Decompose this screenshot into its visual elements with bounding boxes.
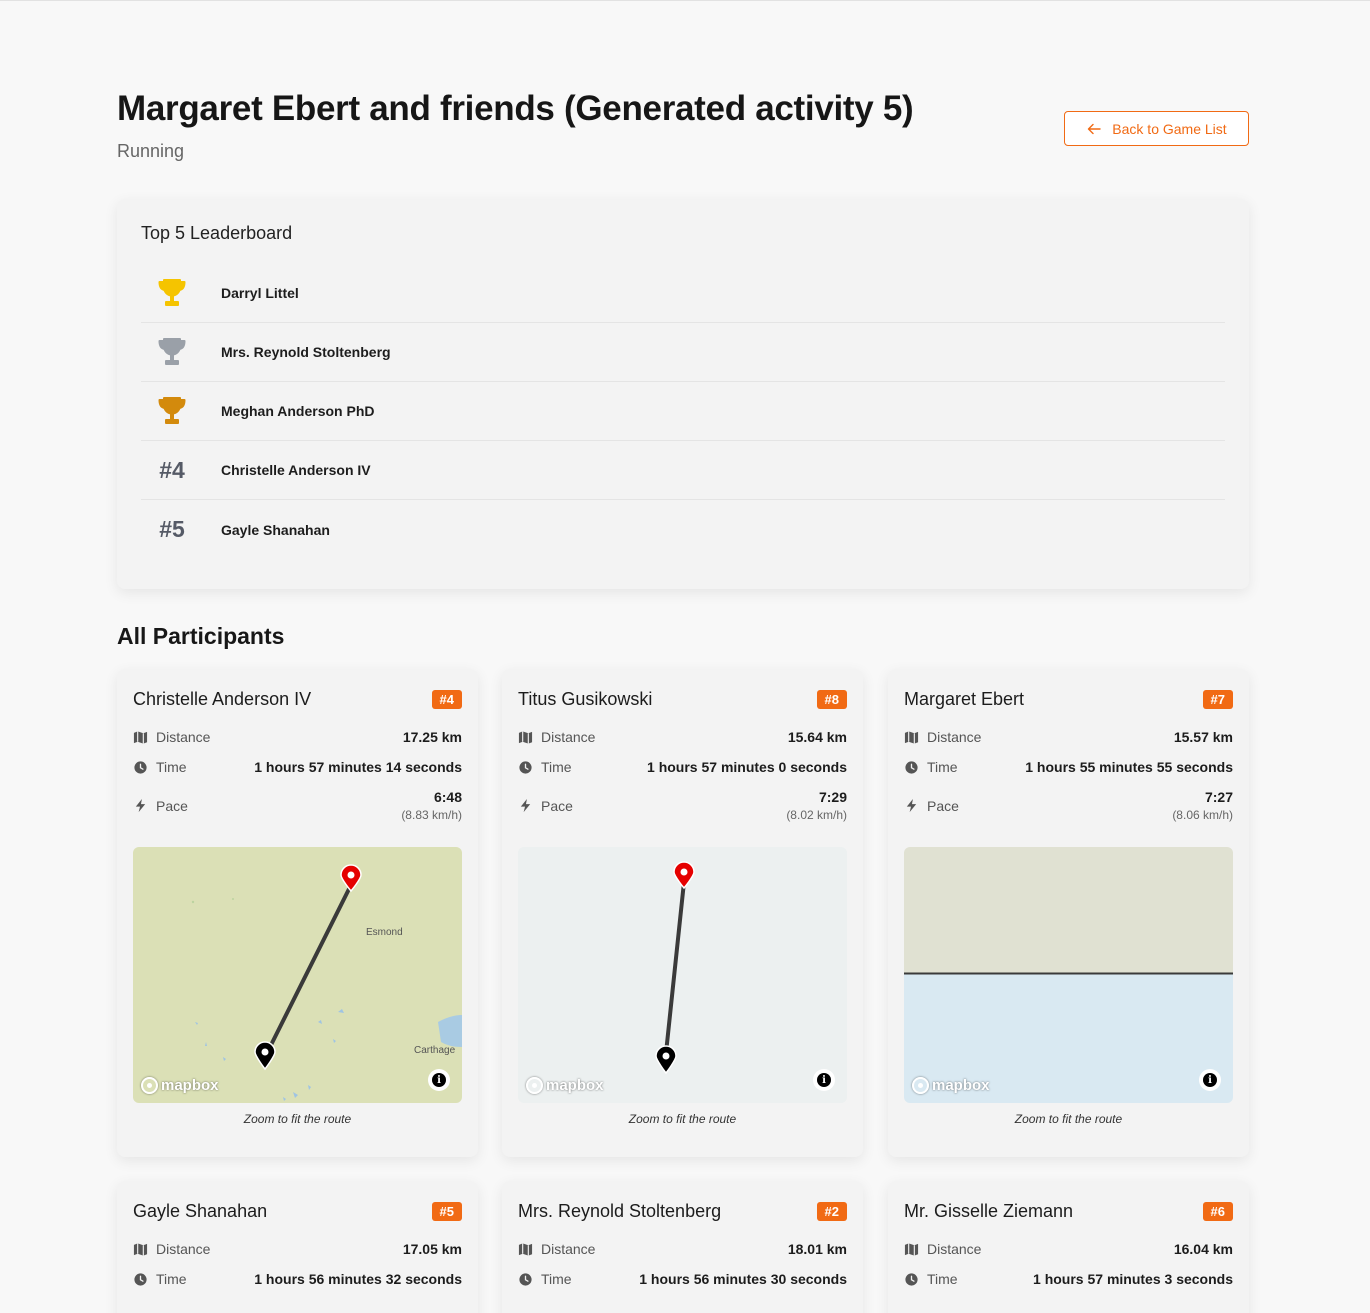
participant-card [117,1181,478,1313]
map-icon [518,730,533,745]
distance-value: 17.05 km [402,1241,462,1257]
rank-badge: #4 [432,690,462,709]
leaderboard-item [141,500,1225,559]
pace-value: 7:27 [1204,789,1233,805]
distance-value: 18.01 km [787,1241,847,1257]
info-icon: i [432,1073,446,1087]
distance-value: 15.64 km [787,729,847,745]
mapbox-logo[interactable]: mapbox [141,1077,219,1094]
lightning-icon [518,798,533,813]
gold-trophy-icon [157,277,187,309]
map-place-label: Carthage [414,1045,456,1056]
clock-icon [133,1272,148,1287]
zoom-to-fit-link[interactable]: Zoom to fit the route [1014,1112,1123,1126]
activity-type: Running [117,141,185,161]
route-map[interactable] [904,847,1233,1103]
time-value: 1 hours 57 minutes 0 seconds [647,759,847,775]
map-info-button[interactable] [428,1069,450,1091]
participant-card [502,669,863,1157]
time-label: Time [927,759,958,775]
route-map[interactable] [133,847,462,1103]
bronze-trophy-icon [157,395,187,427]
distance-label: Distance [541,1241,596,1257]
participant-name: Mrs. Reynold Stoltenberg [518,1200,722,1221]
time-value: 1 hours 56 minutes 30 seconds [639,1271,847,1287]
leaderboard-card [117,199,1249,589]
leaderboard-item [141,264,1225,323]
participant-card [502,1181,863,1313]
rank-badge: #6 [1203,1202,1233,1221]
participant-name: Christelle Anderson IV [133,688,312,709]
route-map-canvas[interactable] [133,847,462,1103]
clock-icon [518,1272,533,1287]
leaderboard-name: Meghan Anderson PhD [221,403,375,419]
distance-label: Distance [541,729,596,745]
map-icon [904,1242,919,1257]
leaderboard-item [141,382,1225,441]
info-icon: i [817,1073,831,1087]
speed-value: (8.83 km/h) [401,808,462,822]
clock-icon [904,760,919,775]
pace-label: Pace [927,797,959,814]
zoom-to-fit-link[interactable]: Zoom to fit the route [628,1112,737,1126]
time-value: 1 hours 57 minutes 3 seconds [1033,1271,1233,1287]
participant-card [888,1181,1249,1313]
speed-value: (8.06 km/h) [1172,808,1233,822]
map-icon [133,730,148,745]
participant-card [888,669,1249,1157]
pace-value: 7:29 [818,789,847,805]
route-map[interactable] [518,847,847,1103]
map-info-button[interactable] [1199,1069,1221,1091]
time-label: Time [541,759,572,775]
time-label: Time [156,759,187,775]
distance-value: 17.25 km [402,729,462,745]
zoom-to-fit-link[interactable]: Zoom to fit the route [243,1112,352,1126]
page-title: Margaret Ebert and friends (Generated activity 5) [117,89,914,128]
map-icon [904,730,919,745]
back-button-label: Back to Game List [1112,120,1227,137]
silver-trophy-icon [157,336,187,368]
time-value: 1 hours 55 minutes 55 seconds [1025,759,1233,775]
leaderboard-name: Mrs. Reynold Stoltenberg [221,344,391,360]
pace-value: 6:48 [433,789,462,805]
distance-label: Distance [927,1241,982,1257]
participant-name: Titus Gusikowski [518,688,653,709]
time-label: Time [927,1271,958,1287]
arrow-left-icon [1086,121,1102,137]
leaderboard-list [141,264,1225,559]
distance-value: 16.04 km [1173,1241,1233,1257]
map-info-button[interactable] [813,1069,835,1091]
participant-card [117,669,478,1157]
map-icon [518,1242,533,1257]
speed-value: (8.02 km/h) [786,808,847,822]
rank-badge: #7 [1203,690,1233,709]
distance-label: Distance [156,729,211,745]
pace-label: Pace [541,797,573,814]
rank-badge: #8 [817,690,847,709]
rank-badge: #5 [432,1202,462,1221]
time-value: 1 hours 57 minutes 14 seconds [254,759,462,775]
leaderboard-title: Top 5 Leaderboard [141,223,293,243]
route-map-canvas[interactable] [518,847,847,1103]
rank-badge: #2 [817,1202,847,1221]
lightning-icon [133,798,148,813]
pace-label: Pace [156,797,188,814]
participant-name: Margaret Ebert [904,688,1025,709]
time-label: Time [156,1271,187,1287]
info-icon: i [1203,1073,1217,1087]
distance-label: Distance [156,1241,211,1257]
participant-name: Mr. Gisselle Ziemann [904,1200,1074,1221]
leaderboard-item [141,323,1225,382]
leaderboard-name: Darryl Littel [221,285,299,301]
mapbox-logo[interactable]: mapbox [912,1077,990,1094]
leaderboard-name: Christelle Anderson IV [221,462,371,478]
clock-icon [904,1272,919,1287]
time-label: Time [541,1271,572,1287]
page-header [117,89,913,162]
distance-value: 15.57 km [1173,729,1233,745]
leaderboard-item [141,441,1225,500]
map-place-label: Esmond [366,927,403,938]
back-to-game-list-button[interactable] [1064,111,1249,146]
rank-number: #4 [159,456,185,483]
time-value: 1 hours 56 minutes 32 seconds [254,1271,462,1287]
participant-name: Gayle Shanahan [133,1200,268,1221]
mapbox-logo[interactable]: mapbox [526,1077,604,1094]
leaderboard-name: Gayle Shanahan [221,521,330,538]
clock-icon [133,760,148,775]
rank-number: #5 [159,516,185,542]
map-icon [133,1242,148,1257]
distance-label: Distance [927,729,982,745]
clock-icon [518,760,533,775]
route-map-canvas[interactable] [904,847,1233,1103]
lightning-icon [904,798,919,813]
all-participants-title: All Participants [117,623,285,649]
